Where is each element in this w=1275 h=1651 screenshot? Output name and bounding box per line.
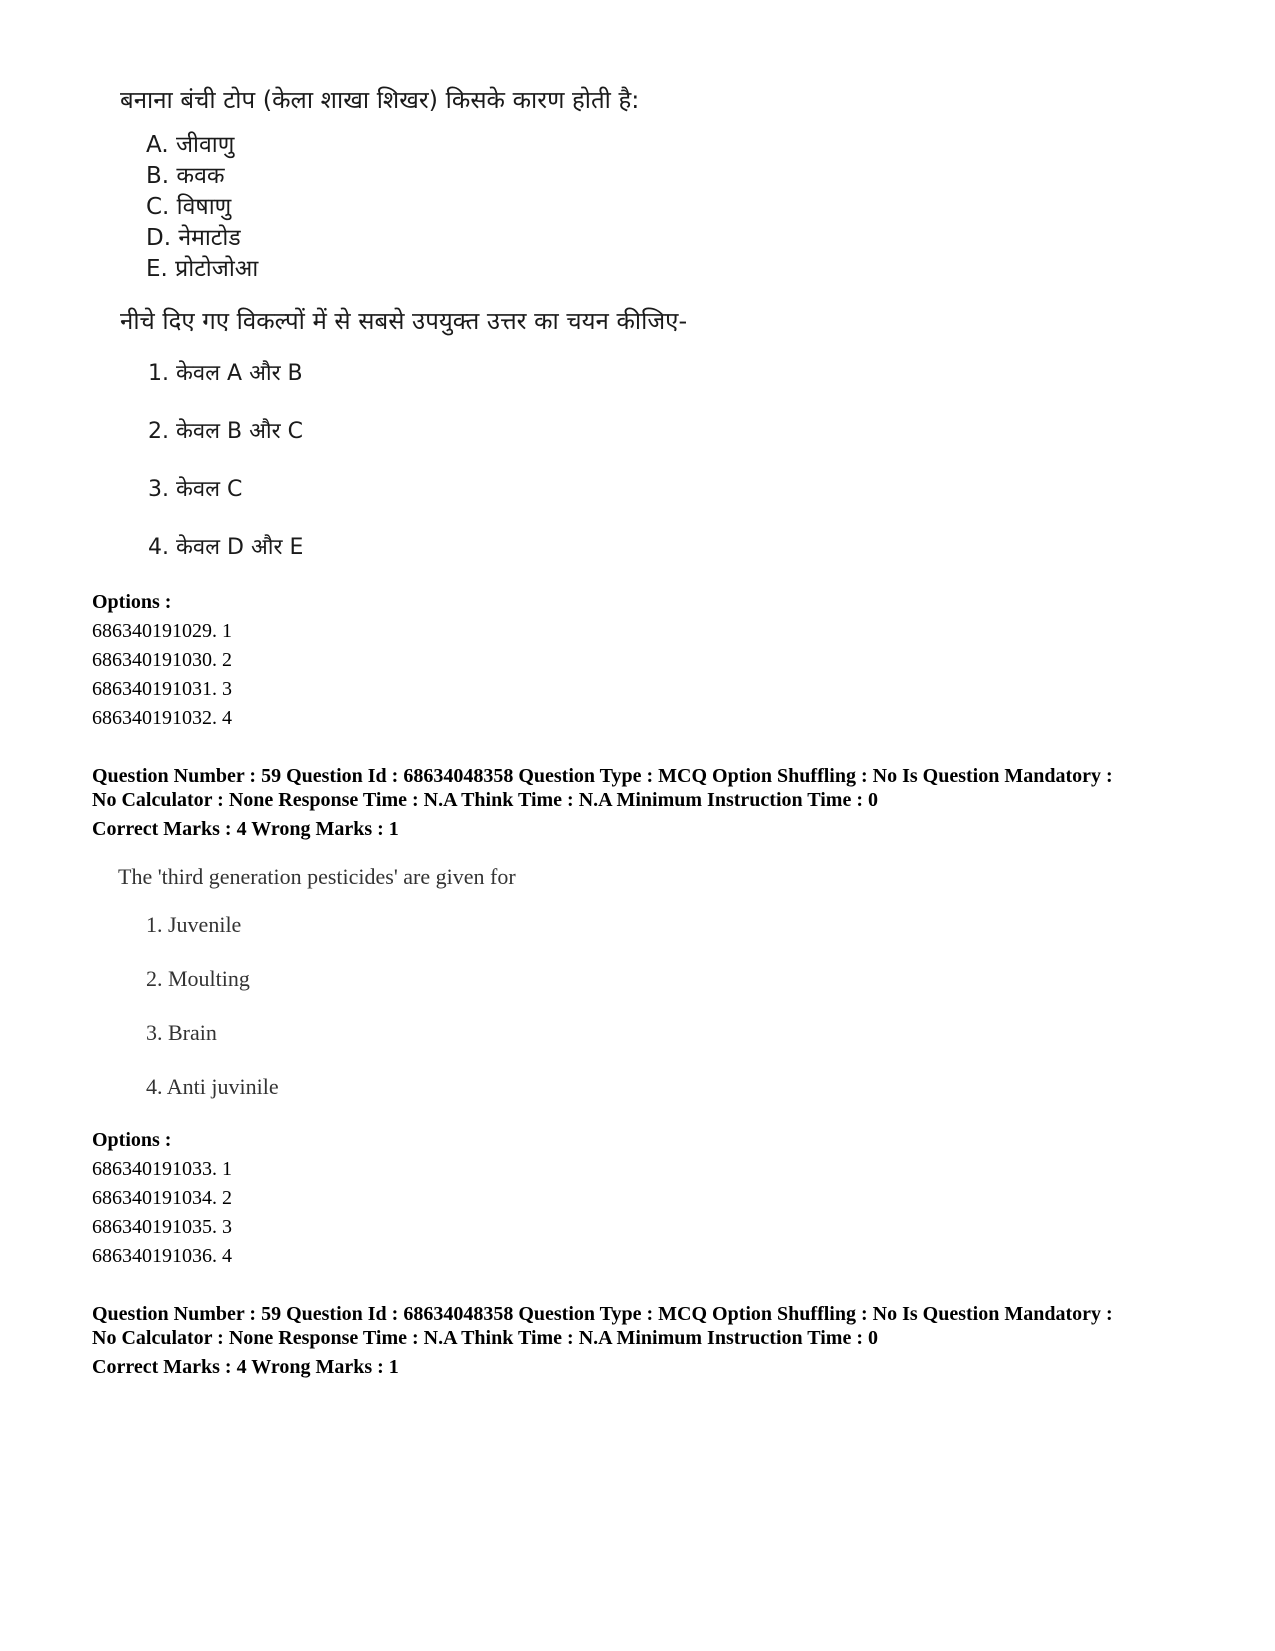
option-item: 686340191035. 3 [92, 1216, 232, 1238]
marks-line: Correct Marks : 4 Wrong Marks : 1 [92, 1356, 399, 1378]
meta-line: No Calculator : None Response Time : N.A Think Time : N.A Minimum Instruction Time : 0 [92, 789, 878, 811]
answer-item: 2. केवल B और C [148, 419, 303, 444]
instruction-text: नीचे दिए गए विकल्पों में से सबसे उपयुक्त उत्तर का चयन कीजिए- [120, 307, 688, 335]
choice-item: E. प्रोटोजोआ [146, 256, 259, 282]
choice-item: C. विषाणु [146, 194, 232, 220]
answer-list [148, 357, 1275, 589]
answer-list [146, 912, 1275, 1128]
options-title: Options : [92, 1129, 172, 1151]
option-item: 686340191032. 4 [92, 707, 232, 729]
option-item: 686340191036. 4 [92, 1245, 232, 1267]
answer-item: 1. Juvenile [146, 912, 242, 937]
meta-line: No Calculator : None Response Time : N.A Think Time : N.A Minimum Instruction Time : 0 [92, 1327, 878, 1349]
answer-item: 4. केवल D और E [148, 535, 304, 560]
answer-item: 3. केवल C [148, 477, 243, 502]
choice-item: A. जीवाणु [146, 132, 235, 158]
option-item: 686340191034. 2 [92, 1187, 232, 1209]
marks-line: Correct Marks : 4 Wrong Marks : 1 [92, 818, 399, 840]
option-item: 686340191029. 1 [92, 620, 232, 642]
choice-item: B. कवक [146, 163, 225, 189]
option-item: 686340191033. 1 [92, 1158, 232, 1180]
question-meta-3 [92, 1302, 1275, 1379]
english-question-block [118, 864, 1275, 1128]
choice-item: D. नेमाटोड [146, 225, 241, 251]
meta-line: Question Number : 59 Question Id : 68634048358 Question Type : MCQ Option Shuffling : No Is Question Mandatory : [92, 1303, 1113, 1325]
question-text: The 'third generation pesticides' are given for [118, 864, 516, 889]
answer-item: 4. Anti juvinile [146, 1074, 279, 1099]
option-item: 686340191031. 3 [92, 678, 232, 700]
answer-item: 1. केवल A और B [148, 361, 303, 386]
question-text: बनाना बंची टोप (केला शाखा शिखर) किसके कारण होती है: [120, 86, 640, 114]
options-title: Options : [92, 591, 172, 613]
choice-list [146, 130, 1275, 285]
option-item: 686340191030. 2 [92, 649, 232, 671]
question-meta-2 [92, 764, 1275, 841]
options-block-1 [92, 588, 1275, 733]
meta-line: Question Number : 59 Question Id : 68634048358 Question Type : MCQ Option Shuffling : No Is Question Mandatory : [92, 765, 1113, 787]
options-block-2 [92, 1126, 1275, 1271]
hindi-question-block [120, 84, 1275, 589]
answer-item: 3. Brain [146, 1020, 217, 1045]
answer-item: 2. Moulting [146, 966, 250, 991]
